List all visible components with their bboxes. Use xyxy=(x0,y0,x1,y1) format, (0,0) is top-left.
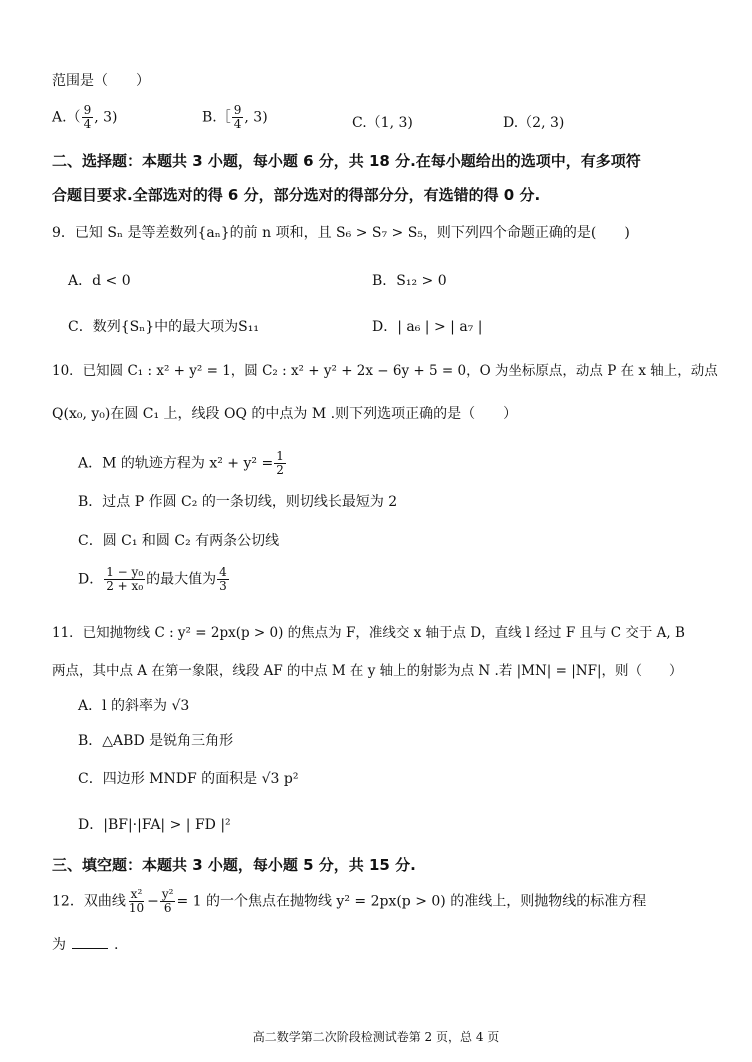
q9-option-b: B．S₁₂ > 0 xyxy=(372,273,447,289)
q10-option-d xyxy=(78,566,230,593)
q12-stem-line1 xyxy=(52,888,646,915)
q12-fx-num: x² xyxy=(130,887,143,901)
q8-a-den: 4 xyxy=(83,117,92,131)
q8-a-fraction xyxy=(82,104,94,131)
q11-option-a: A．l 的斜率为 √3 xyxy=(78,698,190,714)
q12-suffix: = 1 的一个焦点在抛物线 y² = 2px(p > 0) 的准线上，则抛物线的标准方程 xyxy=(176,893,647,910)
q11-option-b: B．△ABD 是锐角三角形 xyxy=(78,733,234,749)
section2-heading-line1: 二、选择题：本题共 3 小题，每小题 6 分，共 18 分.在每小题给出的选项中，有多项符 xyxy=(52,152,641,170)
q11-option-d: D．|BF|·|FA| > | FD |² xyxy=(78,817,231,833)
q10-a-text: A．M 的轨迹方程为 x² + y² = xyxy=(78,455,274,472)
q10-d-fraction2 xyxy=(217,566,229,593)
q12-minus: − xyxy=(147,893,159,910)
q12-fy-den: 6 xyxy=(163,901,172,915)
q8-b-num: 9 xyxy=(233,103,242,117)
q8-a-suffix: , 3) xyxy=(94,109,118,126)
page-footer: 高二数学第二次阶段检测试卷第 2 页，总 4 页 xyxy=(252,1030,500,1044)
q10-option-b: B．过点 P 作圆 C₂ 的一条切线，则切线长最短为 2 xyxy=(78,494,398,510)
q9-option-a: A．d < 0 xyxy=(68,273,131,289)
q12-fraction-y xyxy=(160,888,176,915)
q12-fx-den: 10 xyxy=(128,901,145,915)
q8-b-prefix: B.［ xyxy=(202,109,231,126)
q10-a-num: 1 xyxy=(276,449,284,463)
q10-stem-line1: 10．已知圆 C₁ : x² + y² = 1，圆 C₂ : x² + y² + 2x − 6y + 5 = 0，O 为坐标原点，动点 P 在 x 轴上，动点 xyxy=(52,363,718,379)
q12-line2-prefix: 为 xyxy=(52,937,66,953)
q10-option-c: C．圆 C₁ 和圆 C₂ 有两条公切线 xyxy=(78,533,280,549)
q12-line2-suffix: . xyxy=(114,937,119,953)
q8-option-c: C.（1, 3) xyxy=(352,115,413,131)
q10-d-den2: 3 xyxy=(219,579,227,593)
q8-option-b xyxy=(202,104,268,131)
q11-option-c: C．四边形 MNDF 的面积是 √3 p² xyxy=(78,771,299,787)
q11-stem-line2: 两点，其中点 A 在第一象限，线段 AF 的中点 M 在 y 轴上的射影为点 N .若 |MN| = |NF|，则（ ） xyxy=(52,663,683,679)
q10-d-fraction xyxy=(104,566,145,593)
q8-b-fraction xyxy=(232,104,244,131)
section2-heading-line2: 合题目要求.全部选对的得 6 分，部分选对的得部分分，有选错的得 0 分. xyxy=(52,186,541,204)
q8-tail: 范围是（ ） xyxy=(52,73,150,89)
q10-d-num2: 4 xyxy=(219,565,227,579)
q8-a-prefix: A.（ xyxy=(52,109,81,126)
q10-a-den: 2 xyxy=(276,463,284,477)
q8-b-den: 4 xyxy=(233,117,242,131)
q10-option-a xyxy=(78,450,287,477)
q8-option-a xyxy=(52,104,117,131)
q10-d-mid: 的最大值为 xyxy=(146,571,217,588)
q12-answer-blank xyxy=(72,934,108,949)
q11-stem-line1: 11．已知抛物线 C : y² = 2px(p > 0) 的焦点为 F，准线交 x 轴于点 D，直线 l 经过 F 且与 C 交于 A, B xyxy=(52,625,685,641)
q9-option-c: C．数列{Sₙ}中的最大项为S₁₁ xyxy=(68,319,259,335)
section3-heading: 三、填空题：本题共 3 小题，每小题 5 分，共 15 分. xyxy=(52,856,416,874)
q10-a-fraction xyxy=(274,450,286,477)
q10-d-prefix: D． xyxy=(78,571,104,588)
q12-stem-line2 xyxy=(52,934,118,956)
q10-d-den: 2 + x₀ xyxy=(106,579,144,593)
q12-fraction-x xyxy=(127,888,146,915)
q10-stem-line2: Q(x₀, y₀)在圆 C₁ 上，线段 OQ 的中点为 M .则下列选项正确的是（ ） xyxy=(52,406,518,422)
q10-d-num: 1 − y₀ xyxy=(106,565,144,579)
q8-a-num: 9 xyxy=(83,103,92,117)
q8-option-d: D.（2, 3) xyxy=(503,115,565,131)
q12-fy-num: y² xyxy=(161,887,174,901)
q8-b-suffix: , 3) xyxy=(244,109,268,126)
q12-prefix: 12．双曲线 xyxy=(52,893,126,910)
q9-option-d: D．| a₆ | > | a₇ | xyxy=(372,319,483,335)
q9-stem: 9．已知 Sₙ 是等差数列{aₙ}的前 n 项和，且 S₆ > S₇ > S₅，则下列四个命题正确的是( ) xyxy=(52,225,630,241)
